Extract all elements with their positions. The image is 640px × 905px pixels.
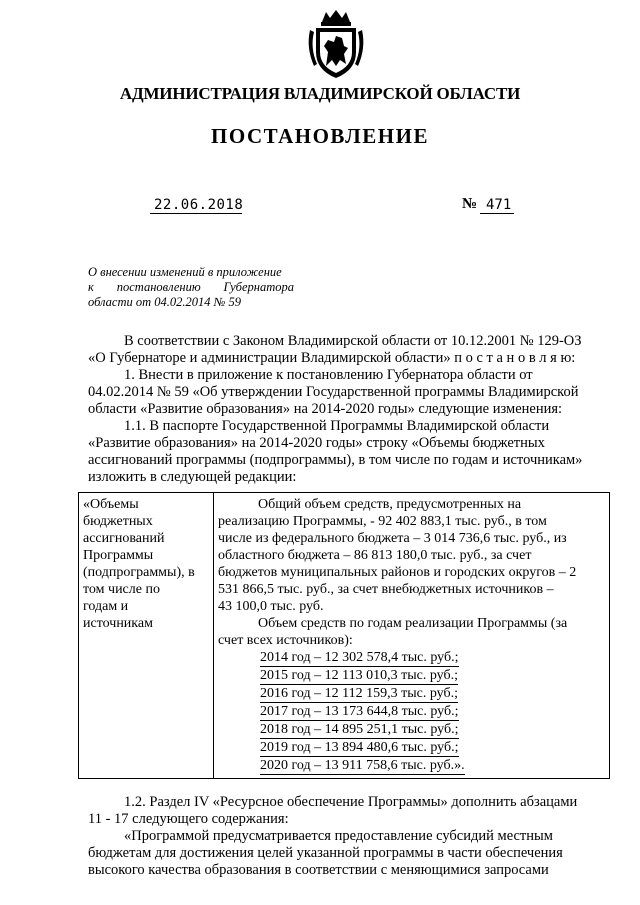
cell-line: том числе по	[83, 582, 160, 597]
text-line: «Программой предусматривается предоставление субсидий местным	[124, 828, 553, 844]
text-line: В соответствии с Законом Владимирской области от 10.12.2001 № 129-ОЗ	[124, 333, 582, 349]
table-cell-label	[79, 493, 214, 779]
number-label: №	[462, 196, 478, 212]
cell-line: областного бюджета – 86 813 180,0 тыс. руб., за счет	[218, 548, 532, 563]
cell-line: бюджетов муниципальных районов и городских округов – 2	[218, 565, 577, 580]
subject-line	[88, 280, 294, 295]
year-line: 2016 год – 12 112 159,3 тыс. руб.;	[260, 686, 458, 701]
text-line: области «Развитие образования» на 2014-2020 годы» следующие изменения:	[88, 401, 563, 417]
cell-line: счет всех источников):	[218, 633, 353, 648]
cell-line: реализацию Программы, - 92 402 883,1 тыс. руб., в том	[218, 514, 547, 529]
subject-line: области от 04.02.2014 № 59	[88, 295, 242, 309]
cell-line: 531 866,5 тыс. руб., за счет внебюджетных источников –	[218, 582, 554, 597]
year-line: 2014 год – 12 302 578,4 тыс. руб.;	[260, 650, 459, 665]
number-underline	[480, 213, 514, 214]
cell-line: источникам	[83, 616, 153, 631]
document-type: ПОСТАНОВЛЕНИЕ	[211, 124, 429, 148]
date-underline	[150, 213, 242, 214]
cell-line: годам и	[83, 599, 129, 614]
organization-name: АДМИНИСТРАЦИЯ ВЛАДИМИРСКОЙ ОБЛАСТИ	[119, 84, 521, 103]
subject-line: О внесении изменений в приложение	[88, 265, 282, 279]
cell-line: бюджетных	[83, 514, 153, 529]
text-line: ассигнований программы (подпрограммы), в том числе по годам и источникам»	[88, 452, 583, 468]
passport-table	[78, 492, 610, 779]
text-line: 11 - 17 следующего содержания:	[88, 811, 289, 827]
text-line: 1. Внести в приложение к постановлению Губернатора области от	[124, 367, 533, 383]
table-row	[79, 493, 610, 779]
text-line: изложить в следующей редакции:	[88, 469, 297, 485]
text-line: 1.1. В паспорте Государственной Программы Владимирской области	[124, 418, 550, 434]
text-line: «О Губернаторе и администрации Владимирской области» п о с т а н о в л я ю:	[88, 350, 576, 366]
year-line: 2020 год – 13 911 758,6 тыс. руб.».	[260, 758, 465, 773]
item-1-1-paragraph	[88, 418, 608, 486]
item-1-2-paragraph	[88, 794, 608, 879]
cell-line: Программы	[83, 548, 154, 563]
subject-word: Губернатора	[223, 280, 294, 294]
intro-paragraph	[88, 333, 608, 367]
text-line: 04.02.2014 № 59 «Об утверждении Государственной программы Владимирской	[88, 384, 579, 400]
document-subject	[88, 265, 294, 310]
cell-line: (подпрограммы), в	[83, 565, 195, 580]
year-line: 2018 год – 14 895 251,1 тыс. руб.;	[260, 722, 459, 737]
year-line: 2019 год – 13 894 480,6 тыс. руб.;	[260, 740, 459, 755]
cell-line: Общий объем средств, предусмотренных на	[258, 497, 522, 512]
cell-line: 43 100,0 тыс. руб.	[218, 599, 324, 614]
cell-line: Объем средств по годам реализации Программы (за	[258, 616, 568, 631]
year-line: 2015 год – 12 113 010,3 тыс. руб.;	[260, 668, 458, 683]
text-line: «Развитие образования» на 2014-2020 годы» строку «Объемы бюджетных	[88, 435, 545, 451]
text-line: бюджетам для достижения целей указанной программы в части обеспечения	[88, 845, 563, 861]
subject-word: к	[88, 280, 94, 294]
document-number: 471	[486, 197, 512, 213]
subject-word: постановлению	[116, 280, 201, 294]
cell-line: ассигнований	[83, 531, 165, 546]
document-date: 22.06.2018	[154, 197, 244, 213]
year-line: 2017 год – 13 173 644,8 тыс. руб.;	[260, 704, 459, 719]
coat-of-arms-icon	[306, 8, 366, 80]
cell-line: числе из федерального бюджета – 3 014 736,6 тыс. руб., из	[218, 531, 567, 546]
item-1-paragraph	[88, 367, 608, 418]
cell-line: «Объемы	[83, 497, 139, 512]
text-line: высокого качества образования в соответствии с меняющимися запросами	[88, 862, 549, 878]
text-line: 1.2. Раздел IV «Ресурсное обеспечение Программы» дополнить абзацами	[124, 794, 578, 810]
table-cell-value	[214, 493, 610, 779]
